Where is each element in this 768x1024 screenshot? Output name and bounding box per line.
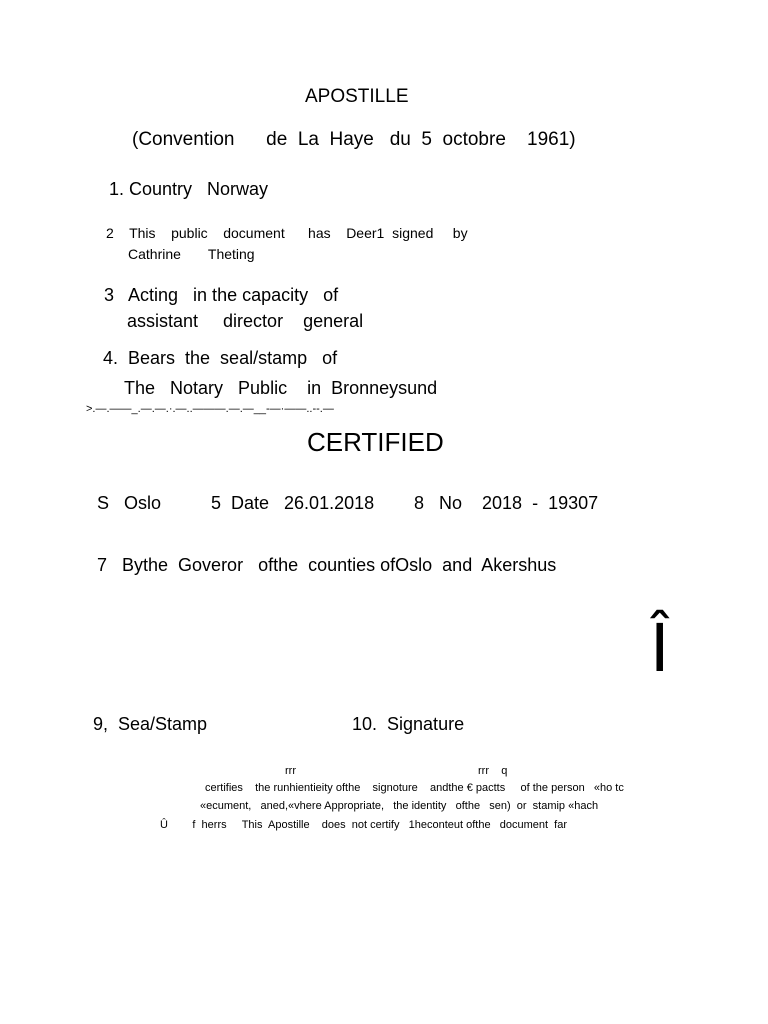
fine-print-rrr-left: rrr [285,765,296,777]
item-date: 5 Date 26.01.2018 [211,493,375,513]
item-4-line-1: 4. Bears the seal/stamp of [103,348,338,368]
item-place: S Oslo [97,493,162,513]
item-10-signature: 10. Signature [352,714,465,734]
item-3-line-1: 3 Acting in the capacity of [104,285,339,305]
item-7-authority: 7 Bythe Goveror ofthe counties ofOslo and Akershus [97,555,557,575]
item-9-seal-stamp: 9, Sea/Stamp [93,714,208,734]
item-2-line-2: Cathrine Theting [128,246,255,262]
convention-line: (Convention de La Haye du 5 octobre 1961) [132,129,576,150]
item-4-line-2: The Notary Public in Bronneysund [124,378,438,398]
item-2-line-1: 2 This public document has Deer1 signed by [106,225,468,241]
item-3-line-2: assistant director general [127,311,364,331]
item-1-country: 1. Country Norway [109,179,269,199]
fine-print-line-2: «ecument, aned,«vhere Appropriate, the identity ofthe sen) or stamip «hach [200,800,599,812]
fine-print-line-1: certifies the runhientieity ofthe signoture andthe € pactts of the person «ho tc [205,782,624,794]
mark-glyph: Î [650,610,670,687]
fine-print-rrr-right: rrr q [478,765,508,777]
fine-print-line-3: Û f herrs This Apostille does not certify 1heconteut ofthe document far [160,819,567,831]
dash-separator: >.—.——_.—.—.·.—..———.—.—__-—·——..--.— [86,403,334,415]
certified-heading: CERTIFIED [307,427,444,457]
document-title: APOSTILLE [305,86,409,107]
item-number: 8 No 2018 - 19307 [414,493,599,513]
